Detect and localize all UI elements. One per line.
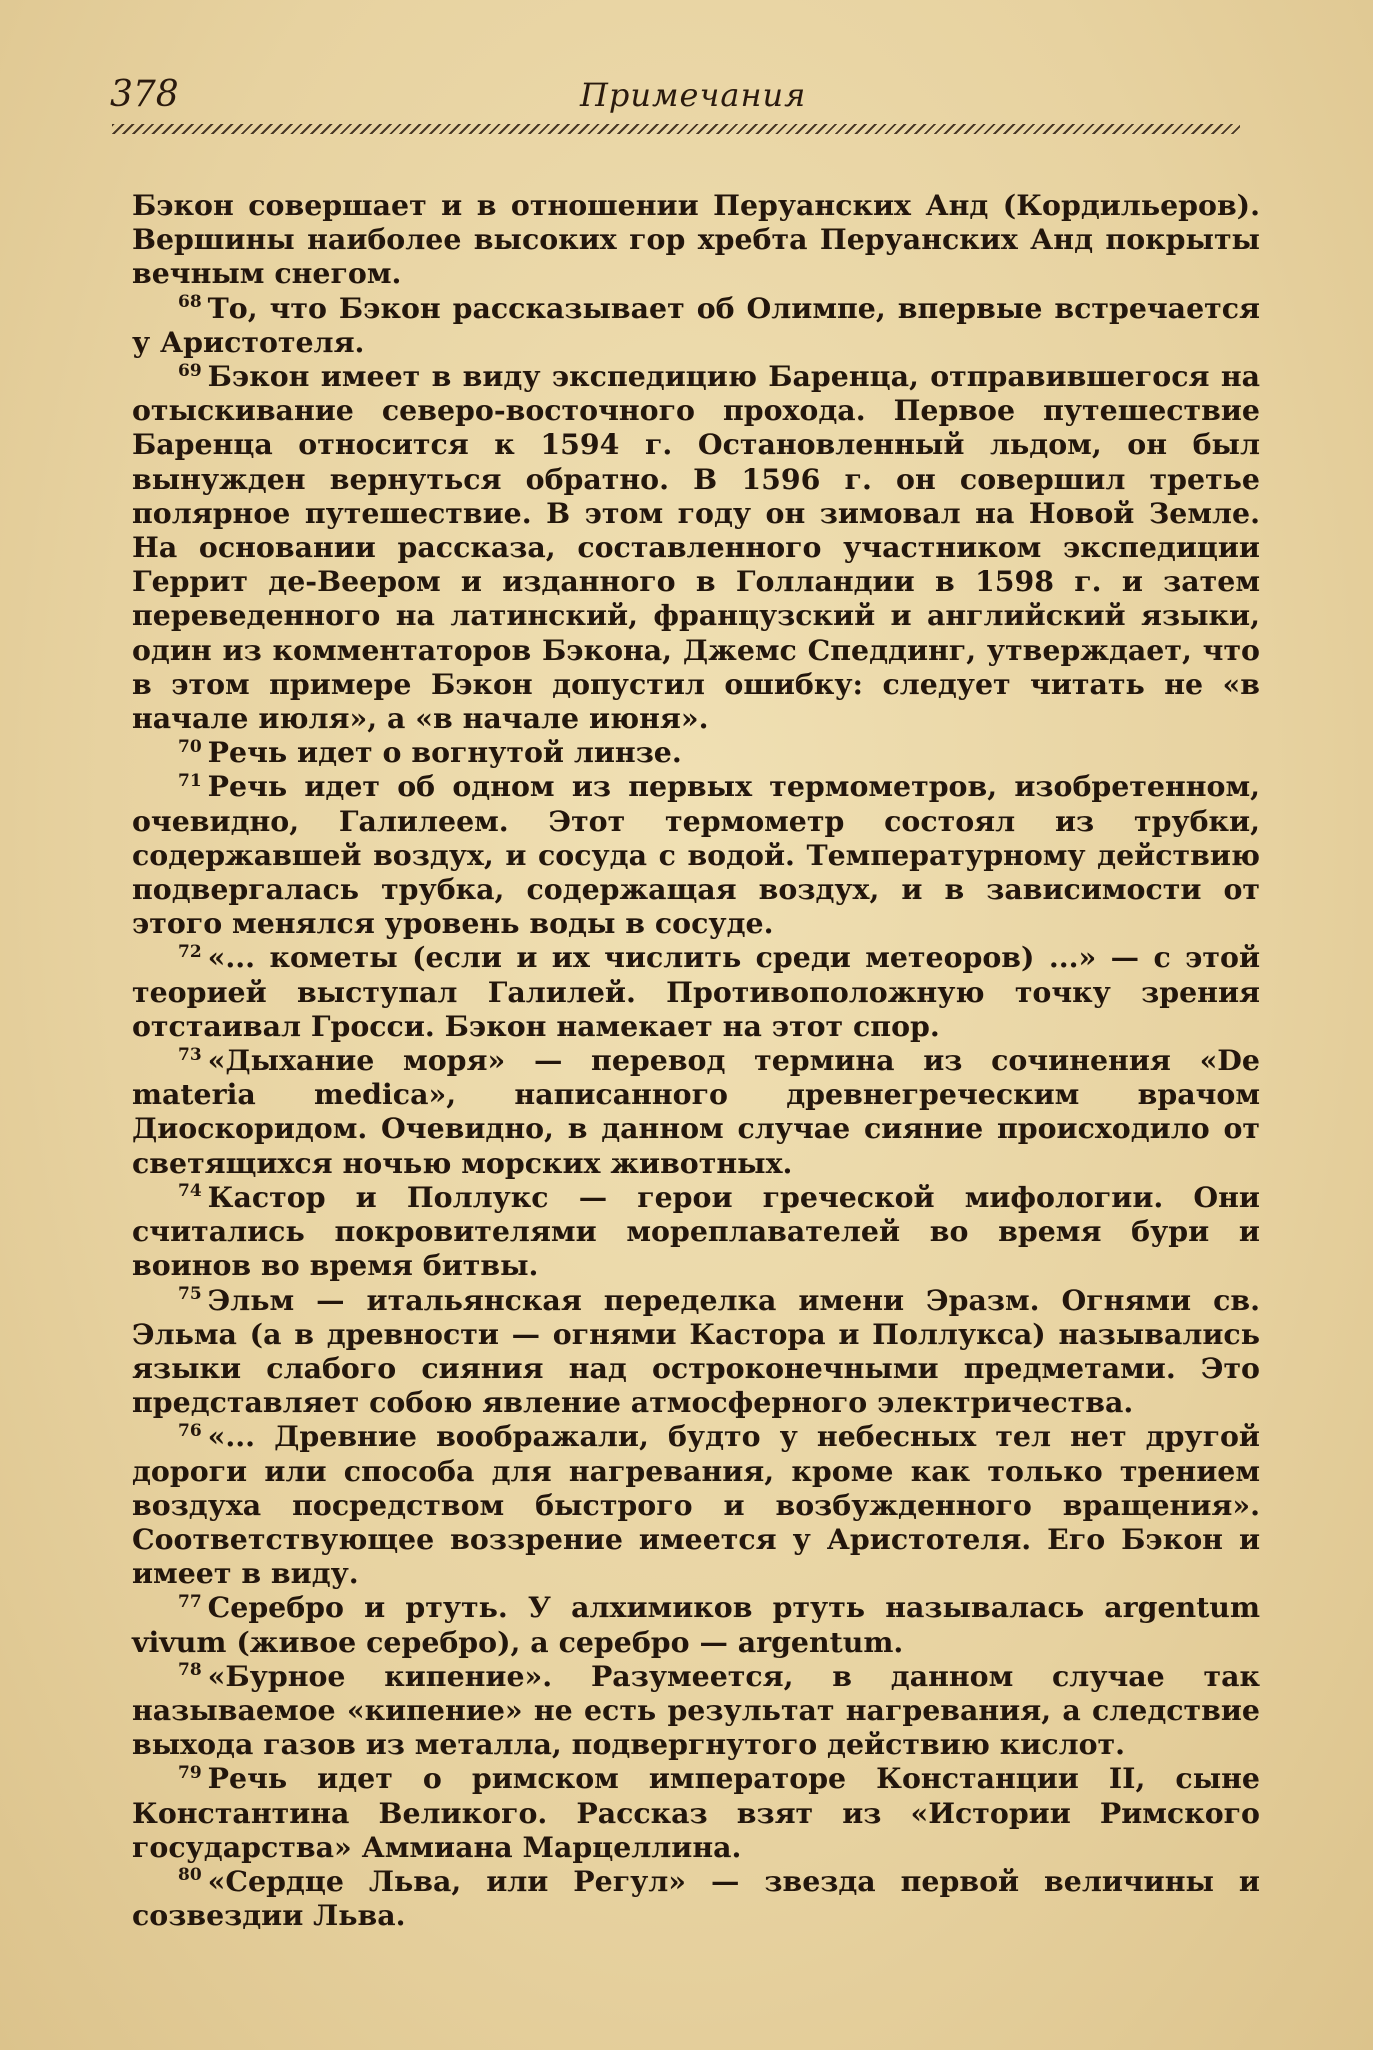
- footnote-text: Бэкон имеет в виду экспедицию Баренца, отправившегося на отыскивание северо-восточного прохода. Первое путешествие Баренца относится к 1594 г. Остановленный льдом, он был вынужден вернуться обратно. В 1596 г. он совершил третье полярное путешествие. В этом году он зимовал на Новой Земле. На основании рассказа, составленного участником экспедиции Геррит де-Веером и изданного в Голландии в 1598 г. и затем переведенного на латинский, французский и английский языки, один из комментаторов Бэкона, Джемс Спеддинг, утверждает, что в этом примере Бэкон допустил ошибку: следует читать не «в начале июля», а «в начале июня».: [132, 359, 1260, 736]
- footnote-number: 79: [178, 1762, 202, 1783]
- footnote: [132, 1180, 1260, 1283]
- footnote-text: То, что Бэкон рассказывает об Олимпе, впервые встречается у Аристотеля.: [132, 290, 1260, 359]
- footnote: [132, 769, 1260, 940]
- footnote-text: Эльм — итальянская переделка имени Эразм. Огнями св. Эльма (а в древности — огнями Кастора и Поллукса) назывались языки слабого сияния над остроконечными предметами. Это представляет собою явление атмосферного электричества.: [132, 1282, 1260, 1420]
- footnote-text: «Бурное кипение». Разумеется, в данном случае так называемое «кипение» не есть результат нагревания, а следствие выхода газов из металла, подвергнутого действию кислот.: [132, 1658, 1260, 1762]
- footnote-text: Кастор и Поллукс — герои греческой мифологии. Они считались покровителями мореплавателей во время бури и воинов во время битвы.: [132, 1179, 1260, 1283]
- footnote: [132, 1761, 1260, 1864]
- notes-body: [132, 188, 1260, 1932]
- footnote-text: «... кометы (если и их числить среди метеоров) ...» — с этой теорией выступал Галилей. Противоположную точку зрения отстаивал Гросси. Бэкон намекает на этот спор.: [132, 940, 1260, 1043]
- footnote-number: 71: [178, 770, 202, 791]
- footnote-number: 80: [178, 1865, 202, 1886]
- page-header: [110, 74, 1260, 124]
- page-number: 378: [110, 74, 179, 115]
- footnote: [132, 1864, 1260, 1932]
- footnote-text: «Дыхание моря» — перевод термина из сочинения «De materia medica», написанного древнегреческим врачом Диоскоридом. Очевидно, в данном случае сияние происходило от светящихся ночью морских животных.: [132, 1043, 1260, 1180]
- footnote-number: 69: [178, 360, 202, 381]
- footnote-number: 74: [178, 1181, 202, 1202]
- footnote: [132, 359, 1260, 735]
- header-rule: [112, 124, 1240, 134]
- footnote-text: Речь идет о вогнутой линзе.: [207, 735, 682, 770]
- footnote: [132, 1419, 1260, 1590]
- footnote-number: 72: [178, 942, 202, 962]
- footnote-number: 73: [178, 1044, 202, 1065]
- footnote-text: «... Древние воображали, будто у небесных тел нет другой дороги или способа для нагревания, кроме как только трением воздуха посредством быстрого и возбужденного вращения». Соответствующее воззрение имеется у Аристотеля. Его Бэкон и имеет в виду.: [132, 1419, 1260, 1591]
- footnote: [132, 940, 1260, 1043]
- footnote: [132, 1659, 1260, 1762]
- footnote-number: 77: [178, 1591, 202, 1612]
- footnote-text: Речь идет о римском императоре Констанции II, сыне Константина Великого. Рассказ взят из «Истории Римского государства» Аммиана Марцеллина.: [132, 1761, 1260, 1864]
- footnote: [132, 1590, 1260, 1658]
- footnote: [132, 291, 1260, 359]
- notes-list: [132, 291, 1260, 1933]
- footnote-number: 70: [178, 736, 202, 757]
- footnote-number: 76: [178, 1420, 202, 1441]
- footnote-text: Серебро и ртуть. У алхимиков ртуть называлась argentum vivum (живое серебро), а серебро — argentum.: [132, 1590, 1260, 1659]
- footnote: [132, 1043, 1260, 1180]
- footnote-number: 75: [178, 1284, 202, 1305]
- footnote: [132, 735, 1260, 769]
- footnote-text: Речь идет об одном из первых термометров, изобретенном, очевидно, Галилеем. Этот термометр состоял из трубки, содержавшей воздух, и сосуда с водой. Температурному действию подвергалась трубка, содержащая воздух, и в зависимости от этого менялся уровень воды в сосуде.: [132, 769, 1260, 941]
- footnote-number: 78: [178, 1660, 202, 1681]
- footnote-text: «Сердце Льва, или Регул» — звезда первой величины и созвездии Льва.: [132, 1863, 1260, 1933]
- continuation-paragraph: Бэкон совершает и в отношении Перуанских Анд (Кордильеров). Вершины наиболее высоких гор хребта Перуанских Анд покрыты вечным снегом.: [132, 188, 1260, 291]
- footnote: [132, 1283, 1260, 1420]
- footnote-number: 68: [178, 292, 202, 313]
- running-title: Примечания: [580, 76, 807, 114]
